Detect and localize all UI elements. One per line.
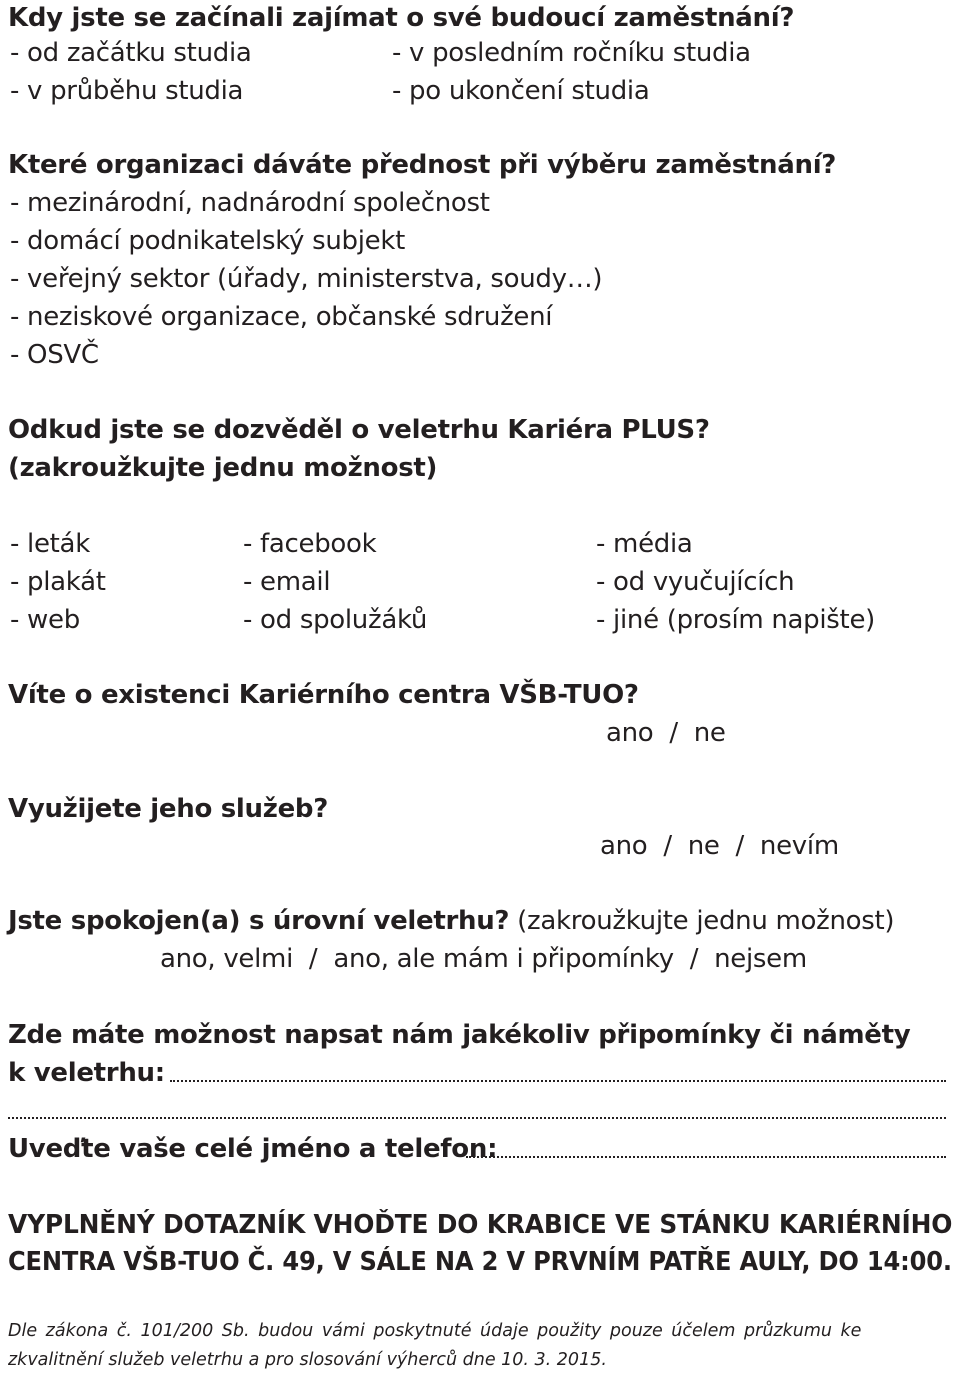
q2-option-public[interactable]: - veřejný sektor (úřady, ministerstva, soudy…) [10, 264, 603, 294]
name-phone-line[interactable] [466, 1156, 946, 1158]
q3-option-classmates[interactable]: - od spolužáků [243, 605, 428, 635]
instruction-line-2: CENTRA VŠB-TUO Č. 49, V SÁLE NA 2 V PRVNÍM PATŘE AULY, DO 14:00. [8, 1247, 952, 1277]
q1-option-start[interactable]: - od začátku studia [10, 38, 252, 68]
question-1-title: Kdy jste se začínali zajímat o své budoucí zaměstnání? [8, 3, 795, 33]
q3-option-teachers[interactable]: - od vyučujících [596, 567, 795, 597]
q6-answer[interactable]: ano, velmi / ano, ale mám i připomínky / nejsem [160, 944, 807, 974]
q3-option-facebook[interactable]: - facebook [243, 529, 377, 559]
question-6-line [8, 905, 894, 937]
q1-option-after[interactable]: - po ukončení studia [392, 76, 650, 106]
question-3-subtitle: (zakroužkujte jednu možnost) [8, 453, 438, 483]
comment-line-2[interactable] [8, 1117, 946, 1119]
q2-option-international[interactable]: - mezinárodní, nadnárodní společnost [10, 188, 490, 218]
q3-option-plakat[interactable]: - plakát [10, 567, 106, 597]
q2-option-osvc[interactable]: - OSVČ [10, 340, 99, 370]
q1-option-last-year[interactable]: - v posledním ročníku studia [392, 38, 751, 68]
question-6-title: Jste spokojen(a) s úrovní veletrhu? [8, 906, 510, 936]
q3-option-letak[interactable]: - leták [10, 529, 90, 559]
q3-option-email[interactable]: - email [243, 567, 331, 597]
q3-option-other[interactable]: - jiné (prosím napište) [596, 605, 875, 635]
q1-option-during[interactable]: - v průběhu studia [10, 76, 244, 106]
question-3-title: Odkud jste se dozvěděl o veletrhu Kariéra PLUS? [8, 415, 710, 445]
footnote-line-2: zkvalitnění služeb veletrhu a pro slosování výherců dne 10. 3. 2015. [8, 1350, 607, 1370]
instruction-line-1: VYPLNĚNÝ DOTAZNÍK VHOĎTE DO KRABICE VE STÁNKU KARIÉRNÍHO [8, 1210, 953, 1240]
q2-option-domestic[interactable]: - domácí podnikatelský subjekt [10, 226, 405, 256]
question-2-title: Které organizaci dáváte přednost při výběru zaměstnání? [8, 150, 837, 180]
footnote-line-1: Dle zákona č. 101/200 Sb. budou vámi poskytnuté údaje použity pouze účelem průzkumu ke [8, 1321, 862, 1341]
question-7-title: Zde máte možnost napsat nám jakékoliv připomínky či náměty [8, 1020, 911, 1050]
question-8-title: Uveďte vaše celé jméno a telefon: [8, 1134, 498, 1164]
q4-answer[interactable]: ano / ne [606, 718, 726, 748]
question-4-title: Víte o existenci Kariérního centra VŠB-TUO? [8, 680, 639, 710]
question-6-hint: (zakroužkujte jednu možnost) [509, 906, 895, 936]
question-5-title: Využijete jeho služeb? [8, 794, 329, 824]
question-7-title-cont: k veletrhu: [8, 1058, 165, 1088]
q2-option-nonprofit[interactable]: - neziskové organizace, občanské sdružení [10, 302, 553, 332]
q3-option-media[interactable]: - média [596, 529, 693, 559]
q5-answer[interactable]: ano / ne / nevím [600, 831, 839, 861]
comment-line-1[interactable] [170, 1080, 946, 1082]
q3-option-web[interactable]: - web [10, 605, 80, 635]
